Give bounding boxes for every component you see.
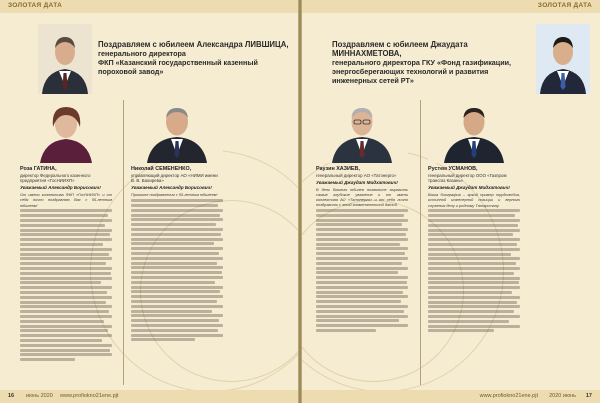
greeting-column-khaziev bbox=[316, 97, 408, 387]
title-line: Поздравляем с юбилеем Александра ЛИВШИЦА, bbox=[98, 40, 289, 49]
portrait-semenenko bbox=[131, 97, 223, 163]
page-number: 17 bbox=[585, 393, 592, 399]
portrait-gatina bbox=[20, 97, 112, 163]
greeting-salutation: Уважаемый Александр Борисович! bbox=[20, 185, 101, 191]
title-line: энергосберегающих технологий и развития bbox=[332, 67, 489, 76]
greeter-name: Раузин ХАЗИЕВ, bbox=[316, 166, 360, 172]
greeter-name: Николай СЕМЕНЕНКО, bbox=[131, 166, 192, 172]
right-page-header bbox=[302, 0, 600, 13]
left-page-footer bbox=[0, 390, 298, 403]
greeter-position: генеральный директор АО «Татэнерго» bbox=[316, 172, 397, 178]
greeting-text: В день Вашего юбилея позвольте выразить самые глубокие уважение и от имени коллектива АО «Татэнерго» и от себя лично поздравить с этой знаменательной датой. bbox=[316, 186, 408, 208]
left-page bbox=[0, 0, 298, 403]
page-number: 16 bbox=[8, 393, 15, 399]
title-line: Поздравляем с юбилеем Джаудата МИННАХМЕТОВА, bbox=[332, 40, 468, 58]
magazine-site: www.profiokno21ene.pjt bbox=[479, 393, 538, 399]
title-line: ФКП «Казанский государственный казенный bbox=[98, 58, 258, 67]
left-page-header bbox=[0, 0, 298, 13]
greeting-salutation: Уважаемый Джаудат Мидхатович! bbox=[428, 185, 510, 191]
title-line: пороховой завод» bbox=[98, 67, 164, 76]
congratulation-title bbox=[98, 40, 294, 76]
greeter-name: Рустем УСМАНОВ, bbox=[428, 166, 478, 172]
portrait-khaziev bbox=[316, 97, 408, 163]
congratulation-title bbox=[332, 40, 532, 85]
title-line: генерального директора bbox=[98, 49, 186, 58]
greeting-salutation: Уважаемый Александр Борисович! bbox=[131, 185, 212, 191]
greeting-text: Примите поздравления с 55-летним юбилеем! bbox=[131, 192, 218, 198]
title-line: инженерных сетей РТ» bbox=[332, 76, 414, 85]
greeting-text: От имени коллектива ФКП «ГосНИИХП» и от себя лично поздравляю Вас с 55-летним юбилеем! bbox=[20, 192, 112, 208]
greeting-text: Ваша биография – яркий пример трудолюбия, истинной инженерной позиции и верного служения делу и родному Татарстану. bbox=[428, 192, 520, 208]
greeter-name: Роза ГАТИНА, bbox=[20, 166, 57, 172]
greeter-position: генеральный директор ООО «Газпром трансгаз Казань» bbox=[428, 172, 507, 183]
section-label: ЗОЛОТАЯ ДАТА bbox=[8, 2, 63, 9]
magazine-site: www.profiokno21ene.pjt bbox=[60, 393, 119, 399]
greeting-salutation: Уважаемый Джаудат Мидхатович! bbox=[316, 179, 398, 185]
hero-portrait-minnakhmetov bbox=[536, 24, 590, 94]
greeter-position: директор Федерального казенного предприятия «ГосНИИХП» bbox=[20, 172, 91, 183]
greeting-column-semenenko bbox=[131, 97, 223, 387]
issue-month: 2020 июнь bbox=[549, 393, 576, 399]
column-divider bbox=[123, 100, 124, 385]
title-line: генерального директора ГКУ «Фонд газификации, bbox=[332, 58, 512, 67]
portrait-usmanov bbox=[428, 97, 520, 163]
right-page-footer bbox=[302, 390, 600, 403]
section-label: ЗОЛОТАЯ ДАТА bbox=[537, 2, 592, 9]
greeting-column-gatina bbox=[20, 97, 112, 387]
right-page bbox=[302, 0, 600, 403]
greeting-column-usmanov bbox=[428, 97, 520, 387]
column-divider bbox=[420, 100, 421, 385]
hero-portrait-livshits bbox=[38, 24, 92, 94]
issue-month: июнь 2020 bbox=[26, 393, 53, 399]
greeter-position: управляющий директор АО «НИМИ имени В. В. Бахирева» bbox=[131, 172, 218, 183]
